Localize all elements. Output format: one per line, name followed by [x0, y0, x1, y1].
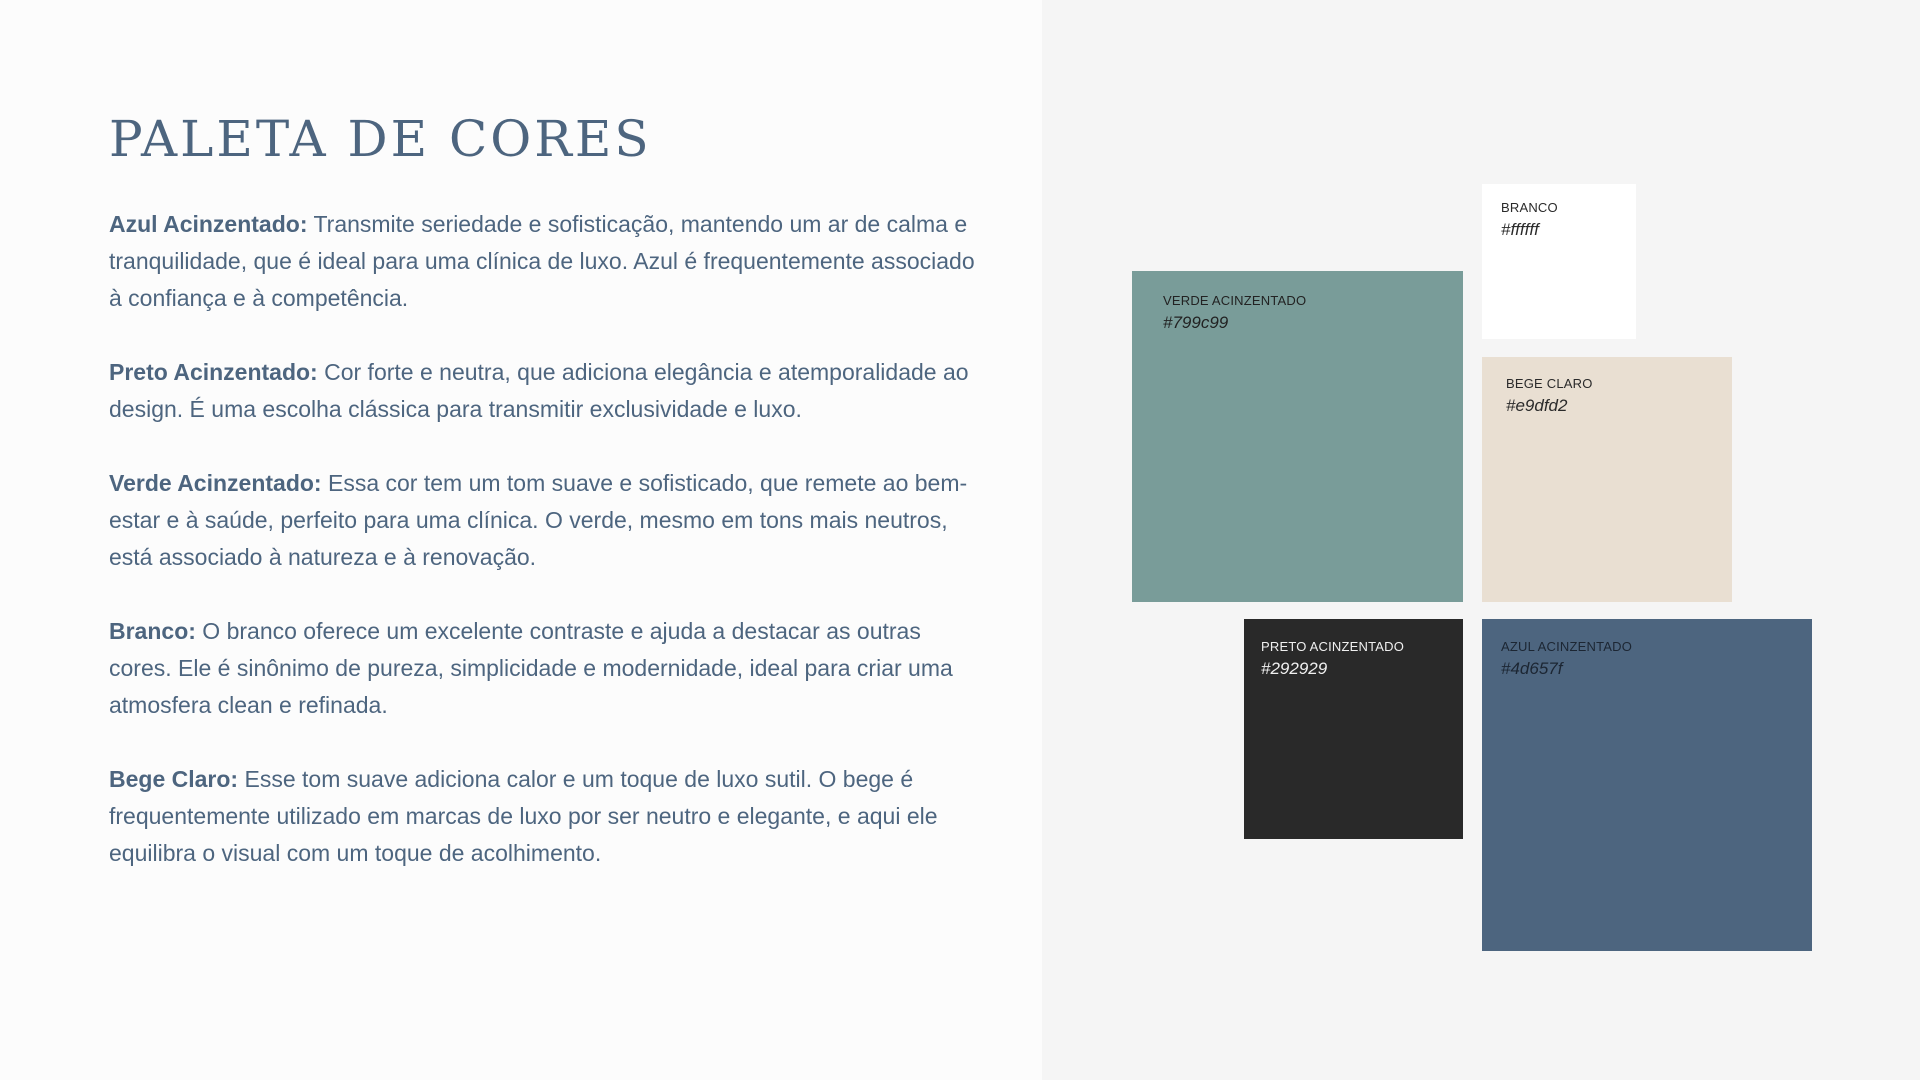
swatch-hex-code: #ffffff — [1501, 220, 1539, 239]
swatch-label: AZUL ACINZENTADO — [1501, 639, 1633, 654]
color-descriptions — [109, 206, 979, 909]
description-term: Azul Acinzentado: — [109, 211, 308, 237]
description-term: Preto Acinzentado: — [109, 359, 318, 385]
description-text: Transmite seriedade e sofisticação, mantendo um ar de calma e tranquilidade, que é ideal para uma clínica de luxo. Azul é frequentemente associado à confiança e à competência. — [109, 211, 975, 311]
swatch-branco — [1482, 184, 1636, 339]
description-branco — [109, 613, 979, 724]
description-term: Verde Acinzentado: — [109, 470, 322, 496]
description-term: Branco: — [109, 618, 196, 644]
swatch-label: BRANCO — [1501, 200, 1558, 215]
swatch-verde-acinzentado — [1132, 271, 1463, 602]
swatch-hex-code: #292929 — [1261, 659, 1328, 678]
swatch-preto-acinzentado — [1244, 619, 1463, 839]
description-text: Essa cor tem um tom suave e sofisticado, que remete ao bem-estar e à saúde, perfeito para uma clínica. O verde, mesmo em tons mais neutros, está associado à natureza e à renovação. — [109, 470, 968, 570]
description-bege-claro — [109, 761, 979, 872]
description-preto-acinzentado — [109, 354, 979, 428]
page-title: PALETA DE CORES — [109, 110, 652, 168]
description-text: Cor forte e neutra, que adiciona elegância e atemporalidade ao design. É uma escolha clássica para transmitir exclusividade e luxo. — [109, 359, 969, 422]
swatch-hex-code: #799c99 — [1163, 313, 1229, 332]
description-azul-acinzentado — [109, 206, 979, 317]
swatch-bege-claro — [1482, 357, 1732, 602]
swatch-label: VERDE ACINZENTADO — [1163, 293, 1307, 308]
description-text: O branco oferece um excelente contraste e ajuda a destacar as outras cores. Ele é sinônimo de pureza, simplicidade e modernidade, ideal para criar uma atmosfera clean e refinada. — [109, 618, 953, 718]
swatch-hex-code: #4d657f — [1501, 659, 1563, 678]
swatch-label: PRETO ACINZENTADO — [1261, 639, 1405, 654]
description-term: Bege Claro: — [109, 766, 239, 792]
description-verde-acinzentado — [109, 465, 979, 576]
swatch-label: BEGE CLARO — [1506, 376, 1593, 391]
description-text: Esse tom suave adiciona calor e um toque de luxo sutil. O bege é frequentemente utilizado em marcas de luxo por ser neutro e elegante, e aqui ele equilibra o visual com um toque de acolhimento. — [109, 766, 938, 866]
swatch-azul-acinzentado — [1482, 619, 1812, 951]
swatch-hex-code: #e9dfd2 — [1506, 396, 1568, 415]
